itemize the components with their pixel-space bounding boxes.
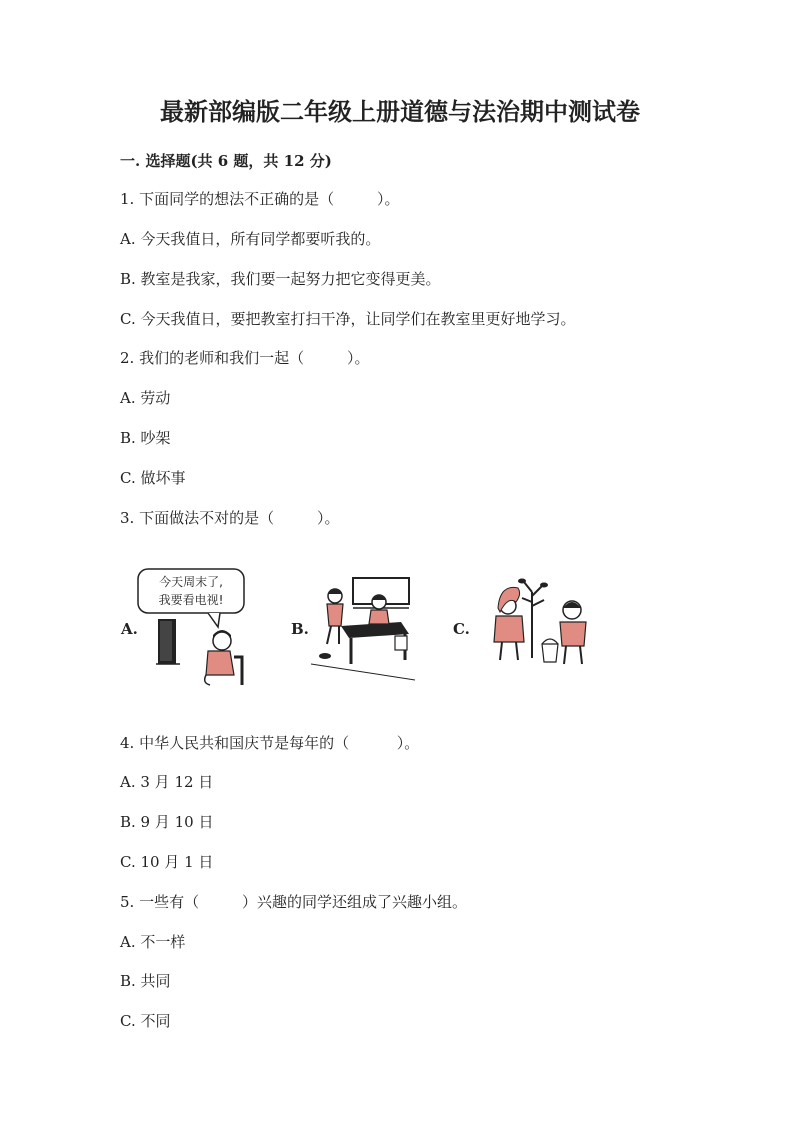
question-2-option-c: C. 做坏事 <box>120 469 186 487</box>
question-4-stem: 4. 中华人民共和国庆节是每年的（ ）。 <box>120 734 420 752</box>
question-5-stem: 5. 一些有（ ）兴趣的同学还组成了兴趣小组。 <box>120 893 467 911</box>
question-3-stem: 3. 下面做法不对的是（ ）。 <box>120 509 340 527</box>
picture-a-label: A. <box>121 620 138 638</box>
question-1-option-a: A. 今天我值日，所有同学都要听我的。 <box>120 230 381 248</box>
question-1-option-c: C. 今天我值日，要把教室打扫干净，让同学们在教室里更好地学习。 <box>120 310 576 328</box>
question-5-option-b: B. 共同 <box>120 972 171 990</box>
question-5-option-a: A. 不一样 <box>120 933 186 951</box>
question-1-stem: 1. 下面同学的想法不正确的是（ ）。 <box>120 190 400 208</box>
picture-a-tv-illustration <box>130 565 250 690</box>
question-4-option-c: C. 10 月 1 日 <box>120 853 214 871</box>
picture-b-label: B. <box>291 620 309 638</box>
speech-line-2: 我要看电视! <box>158 593 224 607</box>
question-4-option-b: B. 9 月 10 日 <box>120 813 214 831</box>
question-4-option-a: A. 3 月 12 日 <box>120 773 214 791</box>
page-title: 最新部编版二年级上册道德与法治期中测试卷 <box>160 97 640 126</box>
question-1-option-b: B. 教室是我家，我们要一起努力把它变得更美。 <box>120 270 441 288</box>
question-2-stem: 2. 我们的老师和我们一起（ ）。 <box>120 349 370 367</box>
question-2-option-b: B. 吵架 <box>120 429 171 447</box>
section-heading: 一. 选择题(共 6 题，共 12 分) <box>120 152 332 170</box>
question-5-option-c: C. 不同 <box>120 1012 171 1030</box>
picture-c-tree-planting-illustration <box>488 572 598 672</box>
question-2-option-a: A. 劳动 <box>120 389 171 407</box>
picture-c-label: C. <box>453 620 470 638</box>
picture-b-cleaning-illustration <box>305 572 417 684</box>
speech-line-1: 今天周末了, <box>159 575 223 589</box>
